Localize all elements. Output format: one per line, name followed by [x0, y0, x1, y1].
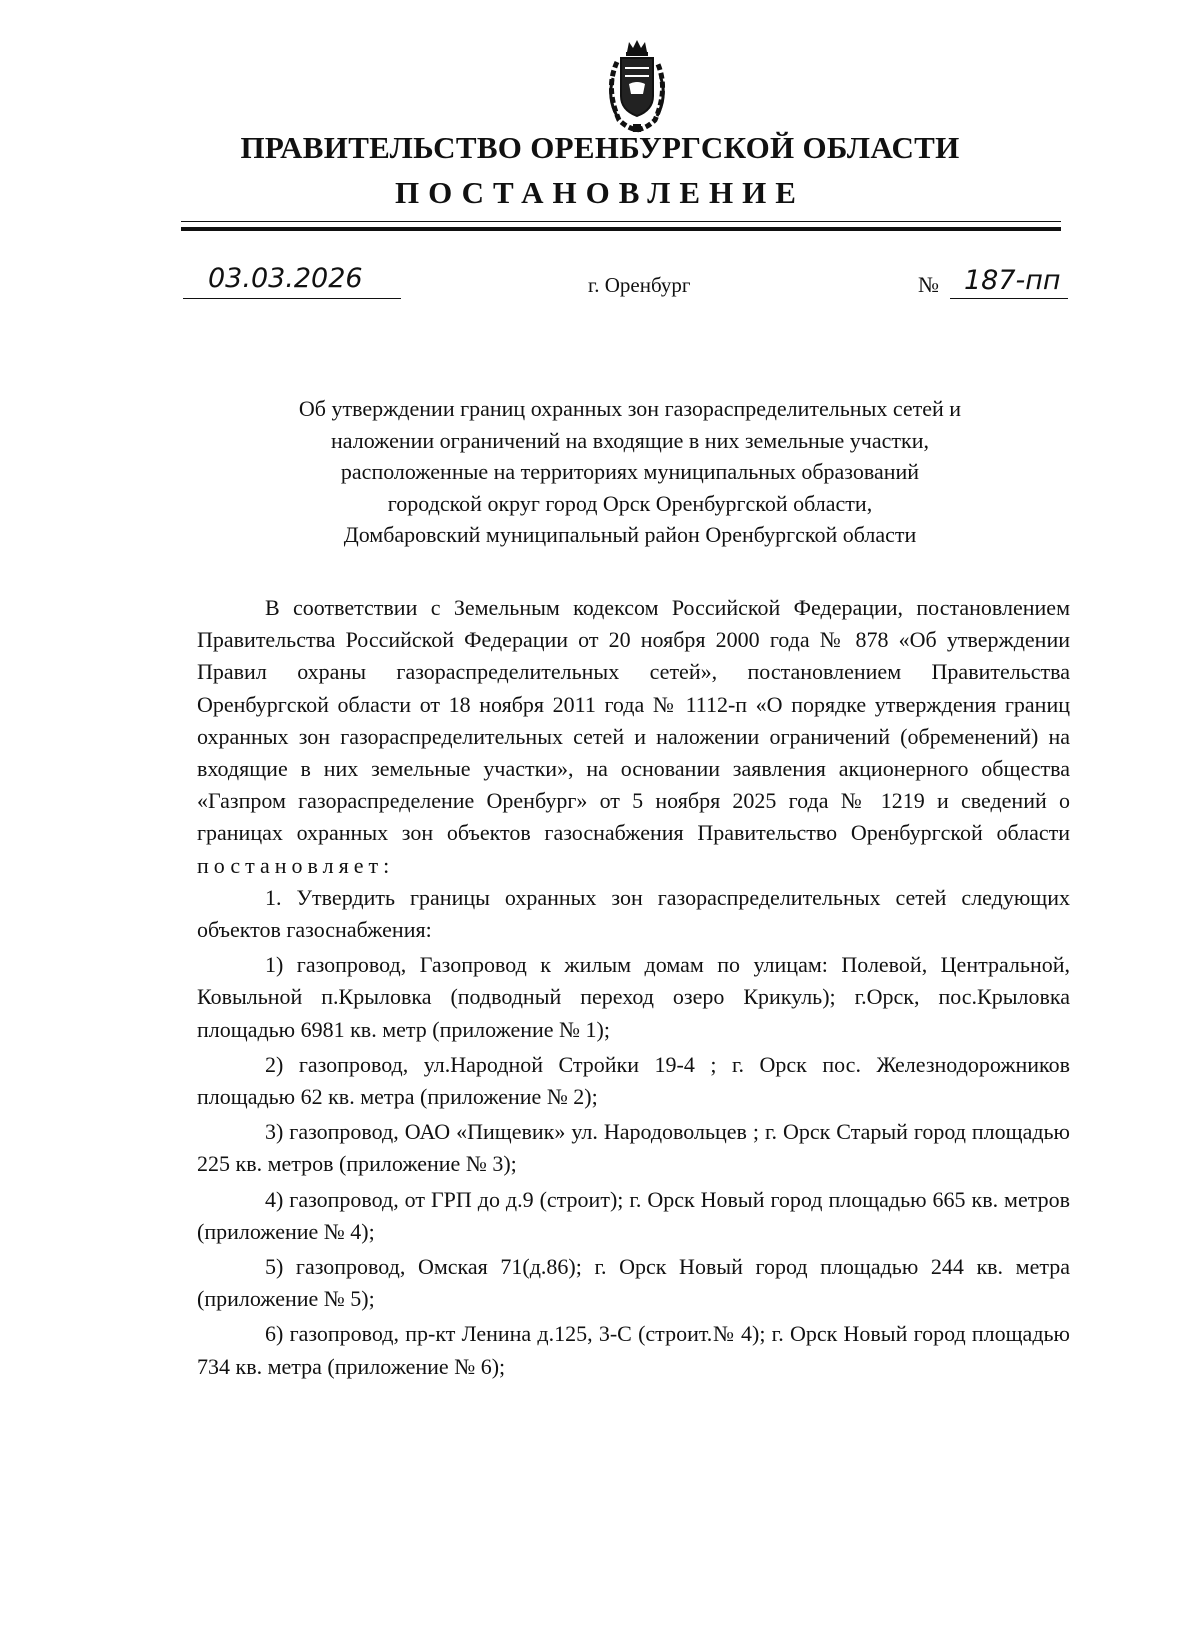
subject-line: наложении ограничений на входящие в них земельные участки, — [331, 427, 929, 453]
document-body — [197, 592, 1070, 1383]
list-item: 2) газопровод, ул.Народной Стройки 19-4 ; г. Орск пос. Железнодорожников площадью 62 кв. метра (приложение № 2); — [197, 1051, 1070, 1110]
preamble-text: В соответствии с Земельным кодексом Российской Федерации, постановлением Правительства Российской Федерации от 20 ноября 2000 года № 878 «Об утверждении Правил охраны газораспределительных сетей», постановлением Правительства Оренбургской области от 18 ноября 2011 года № 1112-п «О порядке утверждения границ охранных зон газораспределительных сетей и наложении ограничений (обременений) на входящие в них земельные участки», на основании заявления акционерного общества «Газпром газораспределение Оренбург» от 5 ноября 2025 года № 1219 и сведений о границах охранных зон объектов газоснабжения Правительство Оренбургской области — [197, 595, 1070, 846]
subject-line: Домбаровский муниципальный район Оренбургской области — [343, 522, 917, 547]
subject-line: Об утверждении границ охранных зон газораспределительных сетей и — [298, 396, 962, 421]
subject-line: городской округ город Орск Оренбургской области, — [387, 490, 873, 516]
list-item: 5) газопровод, Омская 71(д.86); г. Орск Новый город площадью 244 кв. метра (приложение № 5); — [197, 1254, 1070, 1312]
document-city: г. Оренбург — [588, 273, 691, 297]
list-item: 4) газопровод, от ГРП до д.9 (строит); г. Орск Новый город площадью 665 кв. метров (приложение № 4); — [197, 1186, 1070, 1244]
number-underline — [950, 298, 1068, 299]
document-date: 03.03.2026 — [208, 263, 363, 294]
document-number: 187-пп — [964, 265, 1061, 296]
document-type-title: ПОСТАНОВЛЕНИЕ — [395, 175, 805, 210]
list-item: 3) газопровод, ОАО «Пищевик» ул. Народовольцев ; г. Орск Старый город площадью 225 кв. метров (приложение № 3); — [197, 1119, 1070, 1177]
subject-line: расположенные на территориях муниципальных образований — [340, 459, 920, 484]
preamble-paragraph — [197, 592, 1070, 882]
header-divider-thin — [181, 221, 1061, 222]
clause-1: 1. Утвердить границы охранных зон газораспределительных сетей следующих объектов газоснабжения: — [197, 884, 1070, 943]
list-item: 1) газопровод, Газопровод к жилым домам по улицам: Полевой, Центральной, Ковыльной п.Крыловка (подводный переход озеро Крикуль); г.Орск, пос.Крыловка площадью 6981 кв. метр (приложение № 1); — [197, 952, 1070, 1042]
resolution-word: постановляет: — [197, 852, 395, 878]
header-divider-thick — [181, 227, 1061, 231]
document-subject — [190, 393, 1070, 551]
document-number-label: № — [918, 272, 939, 297]
organization-title: ПРАВИТЕЛЬСТВО ОРЕНБУРГСКОЙ ОБЛАСТИ — [240, 130, 960, 165]
date-underline — [183, 298, 401, 299]
coat-of-arms-icon — [597, 38, 677, 134]
list-item: 6) газопровод, пр-кт Ленина д.125, 3-С (строит.№ 4); г. Орск Новый город площадью 734 кв. метра (приложение № 6); — [197, 1321, 1070, 1379]
